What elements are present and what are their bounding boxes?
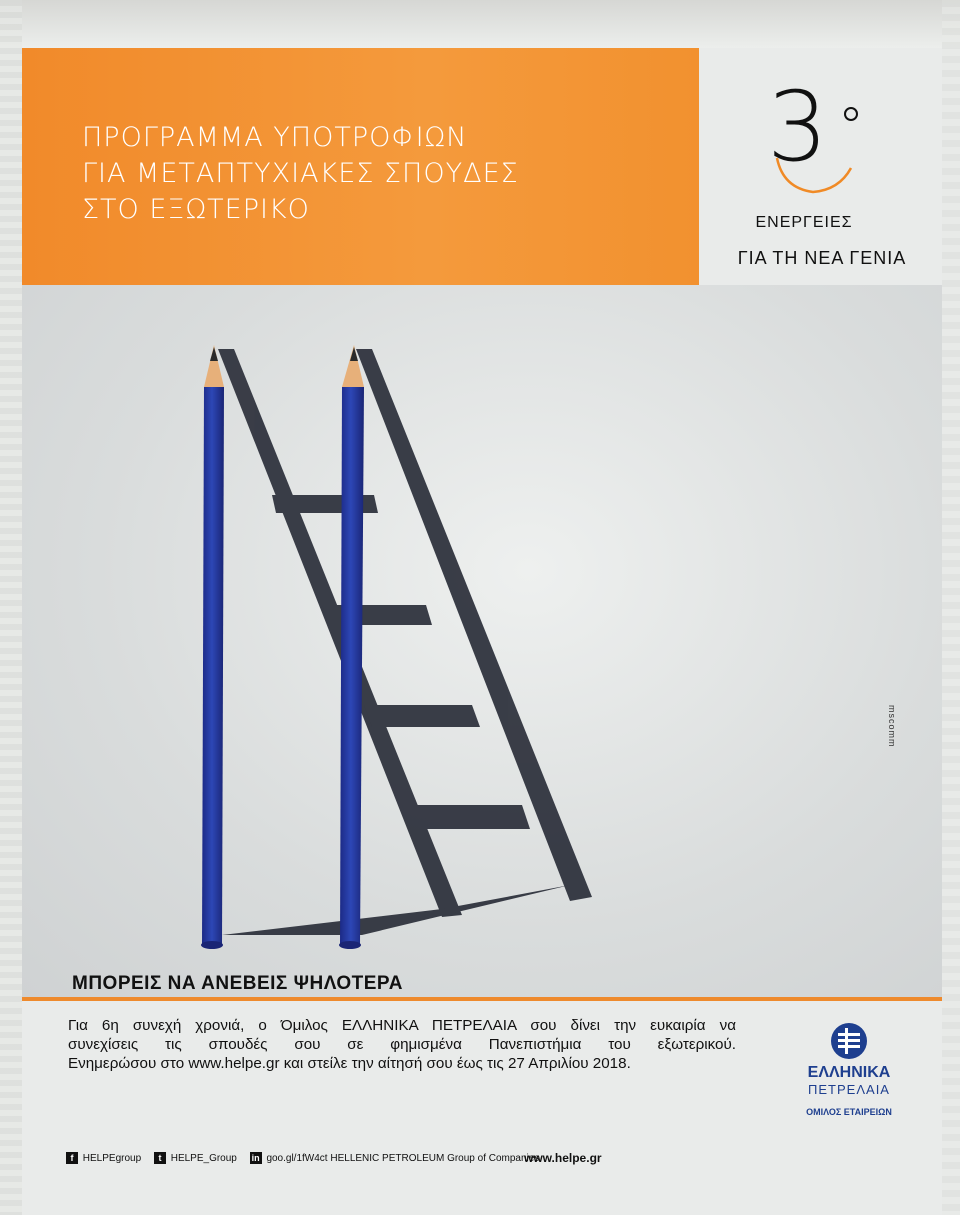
body-text (68, 1016, 736, 1073)
headline-line-3: ΣΤΟ ΕΞΩΤΕΡΙΚΟ (82, 194, 310, 225)
ladder-shadow (218, 349, 592, 935)
slogan: ΜΠΟΡΕΙΣ ΝΑ ΑΝΕΒΕΙΣ ΨΗΛΟΤΕΡΑ (72, 973, 403, 994)
pencils-photo (22, 285, 942, 997)
twitter-icon: t (154, 1152, 166, 1164)
anniversary-number: 3 (767, 80, 829, 183)
orange-divider (22, 997, 942, 1001)
newspaper-left-margin (0, 0, 22, 1215)
advertisement (22, 48, 942, 1200)
social-footer (66, 1152, 666, 1170)
website-link[interactable]: www.helpe.gr (524, 1151, 602, 1165)
brand-group: ΟΜΙΛΟΣ ΕΤΑΙΡΕΙΩΝ (806, 1107, 892, 1117)
anniversary-tagline: ΓΙΑ ΤΗ ΝΕΑ ΓΕΝΙΑ (737, 248, 907, 268)
body-line-1: Για 6η συνεχή χρονιά, ο Όμιλος ΕΛΛΗΝΙΚΑ ΠΕΤΡΕΛΑΙΑ σου δίνει την ευκαιρία να (68, 1017, 736, 1034)
twitter-handle[interactable]: HELPE_Group (170, 1152, 237, 1164)
body-line-3: Ενημερώσου στο www.helpe.gr και στείλε την αίτησή σου έως τις 27 Απριλίου 2018. (68, 1055, 631, 1072)
headline-banner (22, 48, 699, 285)
brand-logo-block (774, 1022, 924, 1117)
headline-line-1: ΠΡΟΓΡΑΜΜΑ ΥΠΟΤΡΟΦΙΩΝ (82, 122, 468, 153)
brand-name: ΕΛΛΗΝΙΚΑ (807, 1064, 891, 1081)
pencils-ladder-illustration (22, 285, 942, 997)
headline (82, 120, 682, 228)
newspaper-top-edge (0, 0, 960, 48)
agency-credit: mscomm (887, 705, 897, 748)
newspaper-right-margin (942, 0, 960, 1215)
body-line-2: συνεχίσεις τις σπουδές σου σε φημισμένα Πανεπιστήμια του εξωτερικού. (68, 1036, 736, 1053)
brand-emblem-icon (830, 1022, 868, 1060)
linkedin-icon: in (251, 1153, 260, 1163)
anniversary-logo-icon (747, 80, 867, 200)
headline-line-2: ΓΙΑ ΜΕΤΑΠΤΥΧΙΑΚΕΣ ΣΠΟΥΔΕΣ (82, 158, 519, 189)
anniversary-word: ΕΝΕΡΓΕΙΕΣ (755, 214, 853, 231)
pencil-right (339, 345, 364, 949)
company-name: HELLENIC PETROLEUM Group of Companies (330, 1152, 540, 1164)
linkedin-link[interactable]: goo.gl/1fW4ct (266, 1152, 328, 1164)
facebook-icon: f (66, 1152, 78, 1164)
facebook-handle[interactable]: HELPEgroup (82, 1152, 142, 1164)
brand-name-second: ΠΕΤΡΕΛΑΙΑ (808, 1082, 890, 1097)
pencil-left (201, 345, 224, 949)
